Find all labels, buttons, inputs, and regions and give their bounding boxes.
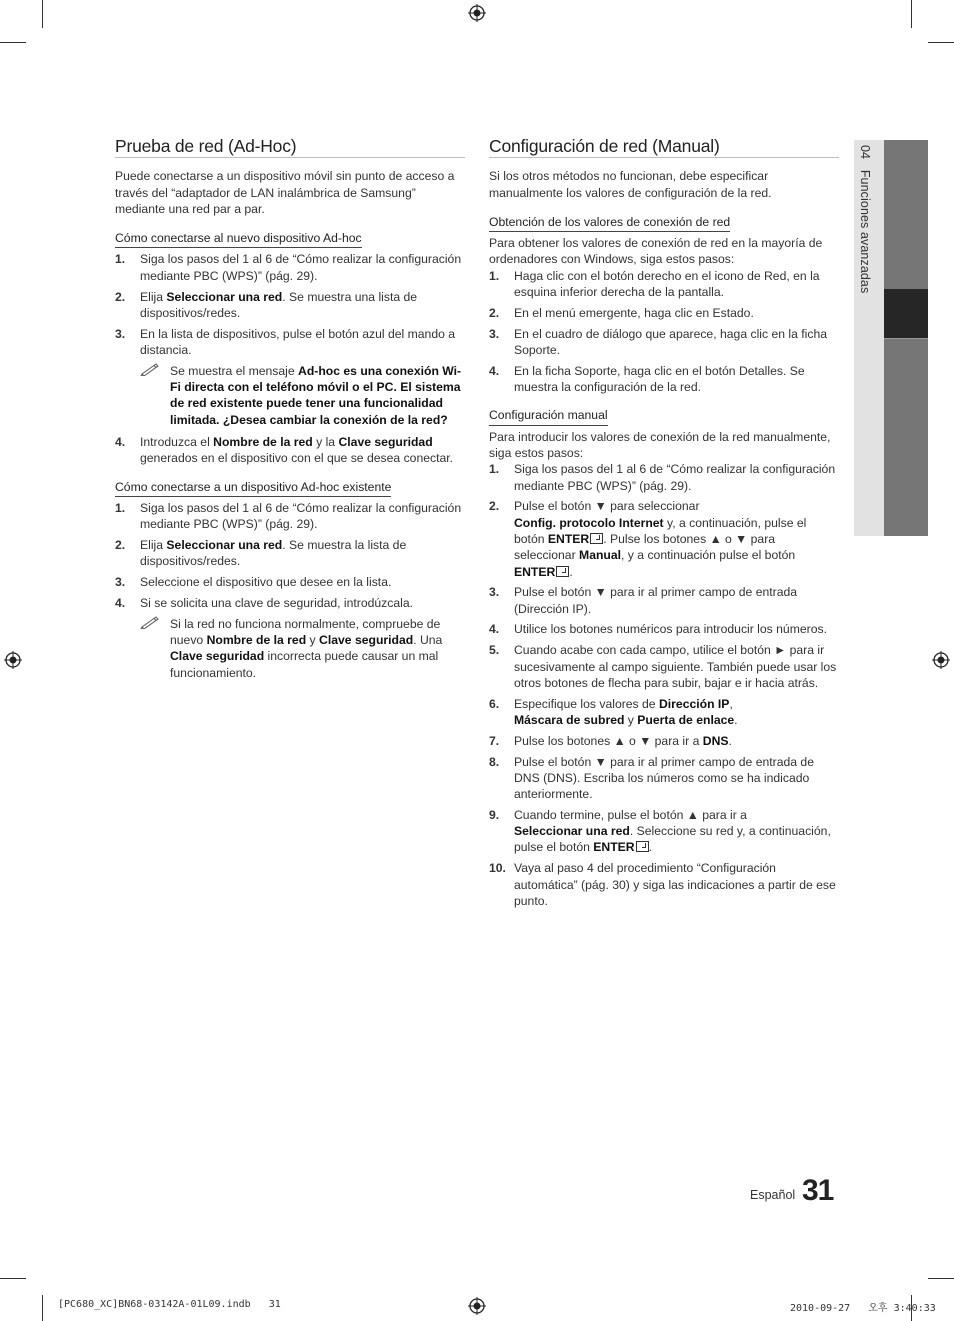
- enter-key-icon: [556, 566, 569, 577]
- chapter-tab-divider: [884, 338, 928, 339]
- list-item: 3. En el cuadro de diálogo que aparece, haga clic en la ficha Soporte.: [489, 326, 828, 357]
- step-list: [489, 461, 839, 909]
- page-number: 31: [802, 1174, 834, 1207]
- subsection-heading: Obtención de los valores de conexión de red: [489, 214, 730, 232]
- list-item: 4. Si se solicita una clave de seguridad, introdúzcala.: [115, 595, 414, 610]
- list-item: 10. Vaya al paso 4 del procedimiento “Configuración automática” (pág. 30) y siga las indicaciones a partir de ese punto.: [489, 861, 836, 908]
- subsection-intro: Para introducir los valores de conexión de la red manualmente, siga estos pasos:: [489, 429, 831, 460]
- section-title-adhoc: Prueba de red (Ad-Hoc): [115, 138, 465, 158]
- crop-mark: [42, 1295, 43, 1321]
- subsection-new-adhoc: [115, 230, 465, 466]
- list-item: 4. Introduzca el Nombre de la red y la Clave seguridad generados en el dispositivo con el que se desea conectar.: [115, 434, 454, 466]
- step-list: [489, 268, 839, 396]
- list-item: 1. Siga los pasos del 1 al 6 de “Cómo realizar la configuración mediante PBC (WPS)” (pág. 29).: [489, 462, 836, 493]
- list-item: 3. Pulse el botón ▼ para ir al primer campo de entrada (Dirección IP).: [489, 585, 798, 616]
- list-item: 6. Especifique los valores de Dirección IP, Máscara de subred y Puerta de enlace.: [489, 696, 738, 727]
- registration-mark-icon: [468, 1297, 486, 1315]
- list-item: 4. Utilice los botones numéricos para introducir los números.: [489, 622, 827, 637]
- crop-mark: [928, 1278, 954, 1279]
- footer-language: Español: [750, 1188, 796, 1202]
- registration-mark-icon: [468, 4, 486, 22]
- list-item: 9. Cuando termine, pulse el botón ▲ para ir a Seleccionar una red. Seleccione su red y, a continuación, pulse el botón ENTER .: [489, 807, 831, 855]
- list-item: 5. Cuando acabe con cada campo, utilice el botón ► para ir sucesivamente al campo siguiente. También puede usar los otros botones de flecha para subir, bajar e ir hacia atrás.: [489, 643, 837, 690]
- subsection-obtain-values: [489, 214, 839, 395]
- print-slug-file: [PC680_XC]BN68-03142A-01L09.indb 31: [58, 1299, 281, 1310]
- list-item: 2. En el menú emergente, haga clic en Estado.: [489, 305, 754, 320]
- left-column: [115, 138, 465, 687]
- list-item: 1. Haga clic con el botón derecho en el icono de Red, en la esquina inferior derecha de la pantalla.: [489, 268, 820, 300]
- note: Si la red no funciona normalmente, compruebe de nuevo Nombre de la red y Clave seguridad. Una Clave seguridad incorrecta puede causar un mal funcionamiento.: [140, 616, 465, 681]
- crop-mark: [42, 0, 43, 28]
- enter-key-icon: [590, 533, 603, 544]
- intro-paragraph: Si los otros métodos no funcionan, debe especificar manualmente los valores de configuración de la red.: [489, 169, 772, 200]
- crop-mark: [928, 42, 954, 43]
- list-item: 3. En la lista de dispositivos, pulse el botón azul del mando a distancia.: [115, 326, 456, 357]
- step-list: [115, 251, 465, 358]
- subsection-existing-adhoc: [115, 479, 465, 681]
- chapter-tab-label: 04 Funciones avanzadas: [858, 145, 872, 294]
- note: Se muestra el mensaje Ad-hoc es una conexión Wi-Fi directa con el teléfono móvil o el PC. El sistema de red existente puede tener una funcionalidad limitada. ¿Desea cambiar la conexión de la red?: [140, 363, 465, 428]
- print-slug-date: 2010-09-27 오후 3:40:33: [790, 1303, 936, 1314]
- registration-mark-icon: [932, 651, 950, 669]
- intro-paragraph: Puede conectarse a un dispositivo móvil sin punto de acceso a través del “adaptador de LAN inalámbrica de Samsung” mediante una red par a par.: [115, 169, 455, 216]
- right-column: [489, 138, 839, 914]
- chapter-tab-active-marker: [884, 289, 928, 338]
- list-item: 4. En la ficha Soporte, haga clic en el botón Detalles. Se muestra la configuración de la red.: [489, 363, 805, 395]
- subsection-heading: Cómo conectarse al nuevo dispositivo Ad-hoc: [115, 230, 362, 248]
- crop-mark: [0, 42, 26, 43]
- subsection-heading: Configuración manual: [489, 407, 608, 425]
- list-item: 2. Elija Seleccionar una red. Se muestra una lista de dispositivos/redes.: [115, 289, 418, 320]
- subsection-manual-config: [489, 407, 839, 909]
- crop-mark: [0, 1278, 26, 1279]
- subsection-intro: Para obtener los valores de conexión de red en la mayoría de ordenadores con Windows, siga estos pasos:: [489, 236, 823, 267]
- list-item: 1. Siga los pasos del 1 al 6 de “Cómo realizar la configuración mediante PBC (WPS)” (pág. 29).: [115, 252, 462, 283]
- note-pencil-icon: [140, 615, 160, 629]
- list-item: 2. Pulse el botón ▼ para seleccionar Config. protocolo Internet y, a continuación, pulse el botón ENTER . Pulse los botones ▲ o ▼ para seleccionar Manual, y a continuación pulse el botón ENTER .: [489, 499, 807, 579]
- list-item: 8. Pulse el botón ▼ para ir al primer campo de entrada de DNS (DNS). Escriba los números como se ha indicado anteriormente.: [489, 754, 814, 802]
- section-title-manual: Configuración de red (Manual): [489, 138, 839, 158]
- note-pencil-icon: [140, 362, 160, 376]
- step-list: [115, 500, 465, 611]
- list-item: 2. Elija Seleccionar una red. Se muestra la lista de dispositivos/redes.: [115, 537, 407, 569]
- enter-key-icon: [636, 841, 649, 852]
- subsection-heading: Cómo conectarse a un dispositivo Ad-hoc existente: [115, 479, 391, 497]
- list-item: 7. Pulse los botones ▲ o ▼ para ir a DNS.: [489, 733, 732, 748]
- crop-mark: [911, 0, 912, 28]
- list-item: 1. Siga los pasos del 1 al 6 de “Cómo realizar la configuración mediante PBC (WPS)” (pág. 29).: [115, 500, 462, 532]
- list-item: 3. Seleccione el dispositivo que desee en la lista.: [115, 575, 392, 590]
- registration-mark-icon: [4, 651, 22, 669]
- step-list: [115, 434, 465, 467]
